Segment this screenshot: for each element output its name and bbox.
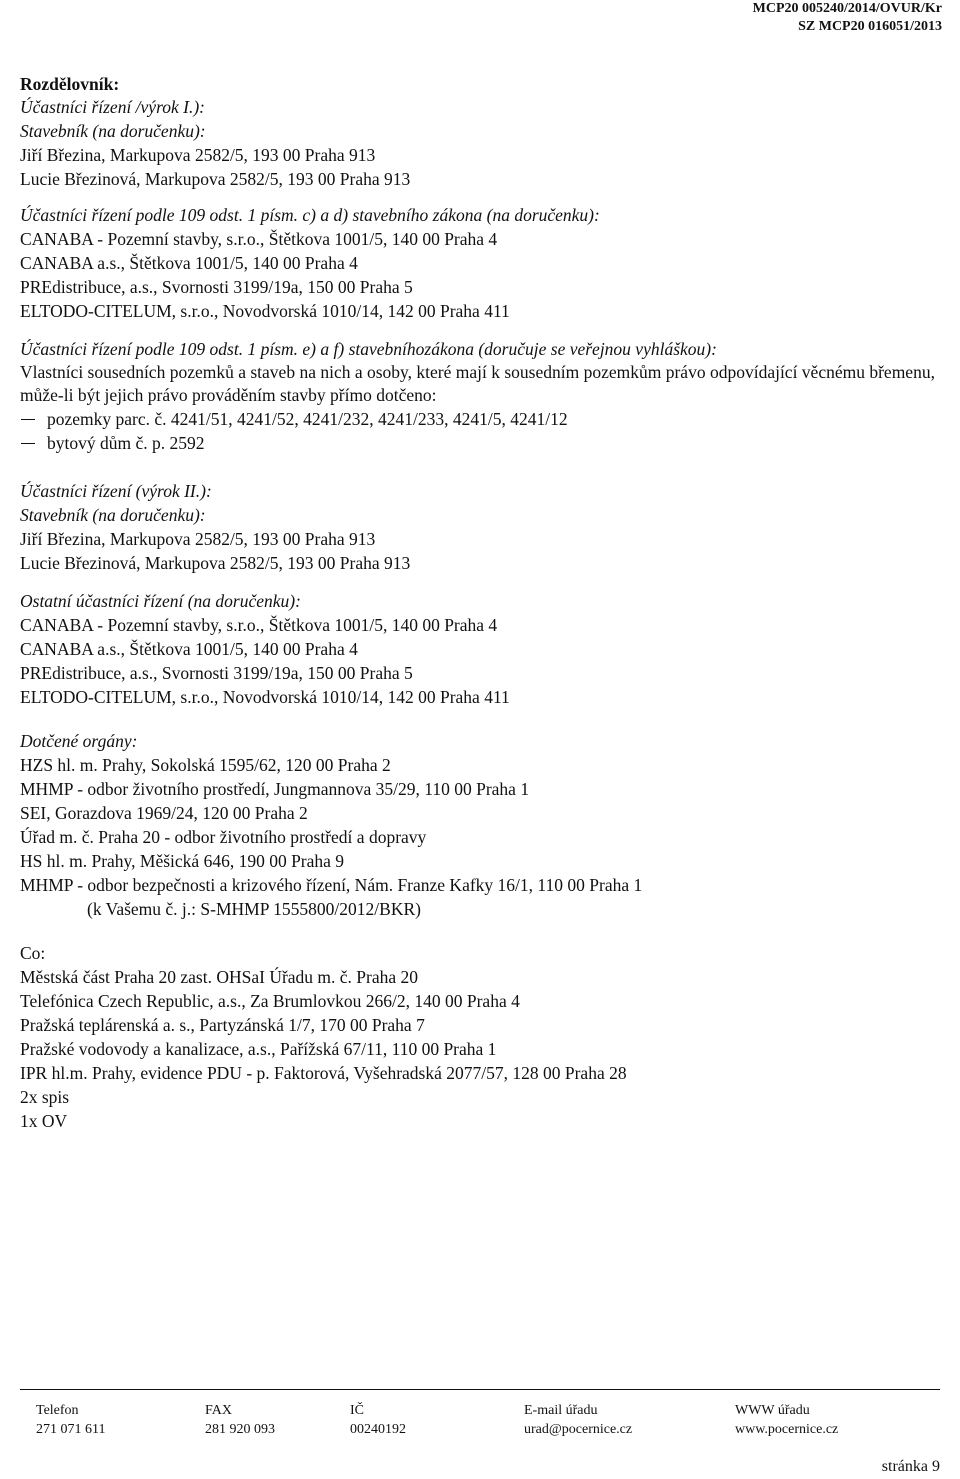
list-item: Jiří Březina, Markupova 2582/5, 193 00 Praha 913: [20, 145, 376, 165]
list-item: PREdistribuce, a.s., Svornosti 3199/19a, 150 00 Praha 5: [20, 663, 413, 683]
list-item: pozemky parc. č. 4241/51, 4241/52, 4241/232, 4241/233, 4241/5, 4241/12: [20, 407, 950, 431]
footer-email: [524, 1401, 632, 1439]
section-heading-other-participants: Ostatní účastníci řízení (na doručenku):: [20, 591, 301, 611]
footer-ic: [350, 1401, 406, 1439]
footer-divider: [20, 1389, 940, 1390]
footer-phone: [36, 1401, 105, 1439]
distribution-list: [20, 74, 950, 1133]
list-item: Městská část Praha 20 zast. OHSaI Úřadu m. č. Praha 20: [20, 967, 419, 987]
list-item: Jiří Březina, Markupova 2582/5, 193 00 Praha 913: [20, 529, 376, 549]
list-item: Úřad m. č. Praha 20 - odbor životního prostředí a dopravy: [20, 827, 427, 847]
list-item: HS hl. m. Prahy, Měšická 646, 190 00 Praha 9: [20, 851, 345, 871]
list-item: CANABA a.s., Štětkova 1001/5, 140 00 Praha 4: [20, 253, 358, 273]
reference-number-2: SZ MCP20 016051/2013: [798, 19, 942, 34]
footer-label: IČ: [350, 1403, 364, 1418]
footer-label: Telefon: [36, 1403, 79, 1418]
list-item: Telefónica Czech Republic, a.s., Za Brumlovkou 266/2, 140 00 Praha 4: [20, 991, 520, 1011]
footer-value: 281 920 093: [205, 1422, 275, 1437]
list-item: Pražské vodovody a kanalizace, a.s., Pařížská 67/11, 110 00 Praha 1: [20, 1039, 497, 1059]
section-heading-participants-i: Účastníci řízení /výrok I.):: [20, 97, 205, 117]
list-item: ELTODO-CITELUM, s.r.o., Novodvorská 1010/14, 142 00 Praha 411: [20, 301, 510, 321]
list-item: Pražská teplárenská a. s., Partyzánská 1/7, 170 00 Praha 7: [20, 1015, 425, 1035]
footer-label: E-mail úřadu: [524, 1403, 598, 1418]
section-heading-participants-ii: Účastníci řízení (výrok II.):: [20, 481, 212, 501]
builder-heading: Stavebník (na doručenku):: [20, 505, 206, 525]
section-heading-participants-ef: Účastníci řízení podle 109 odst. 1 písm. e) a f) stavebníhozákona (doručuje se veřejnou vyhláškou):: [20, 339, 717, 359]
document-reference: [753, 0, 942, 36]
footer-value: 00240192: [350, 1422, 406, 1437]
footer-fax: [205, 1401, 275, 1439]
list-item: bytový dům č. p. 2592: [20, 431, 950, 455]
page-number: stránka 9: [881, 1458, 940, 1475]
list-item: CANABA a.s., Štětkova 1001/5, 140 00 Praha 4: [20, 639, 358, 659]
list-item: CANABA - Pozemní stavby, s.r.o., Štětkova 1001/5, 140 00 Praha 4: [20, 229, 498, 249]
builder-heading: Stavebník (na doručenku):: [20, 121, 206, 141]
footer-label: WWW úřadu: [735, 1403, 810, 1418]
list-item: HZS hl. m. Prahy, Sokolská 1595/62, 120 00 Praha 2: [20, 755, 391, 775]
page-title: Rozdělovník:: [20, 74, 120, 94]
list-item: CANABA - Pozemní stavby, s.r.o., Štětkova 1001/5, 140 00 Praha 4: [20, 615, 498, 635]
section-heading-copies: Co:: [20, 943, 46, 963]
list-item: SEI, Gorazdova 1969/24, 120 00 Praha 2: [20, 803, 308, 823]
footer-value: 271 071 611: [36, 1422, 106, 1437]
section-heading-authorities: Dotčené orgány:: [20, 731, 138, 751]
reference-number-1: MCP20 005240/2014/OVUR/Kr: [752, 1, 942, 16]
section-heading-participants-cd: Účastníci řízení podle 109 odst. 1 písm. c) a d) stavebního zákona (na doručenku):: [20, 205, 600, 225]
list-item: Lucie Březinová, Markupova 2582/5, 193 00 Praha 913: [20, 553, 411, 573]
reference-note: (k Vašemu č. j.: S-MHMP 1555800/2012/BKR): [87, 899, 421, 919]
list-item: IPR hl.m. Prahy, evidence PDU - p. Faktorová, Vyšehradská 2077/57, 128 00 Praha 28: [20, 1063, 627, 1083]
footer-value: urad@pocernice.cz: [524, 1422, 633, 1437]
list-item: 1x OV: [20, 1111, 68, 1131]
list-item: MHMP - odbor životního prostředí, Jungmannova 35/29, 110 00 Praha 1: [20, 779, 530, 799]
list-item: MHMP - odbor bezpečnosti a krizového řízení, Nám. Franze Kafky 16/1, 110 00 Praha 1: [20, 875, 643, 895]
footer-value: www.pocernice.cz: [735, 1422, 839, 1437]
list-item: 2x spis: [20, 1087, 70, 1107]
neighbours-paragraph: Vlastníci sousedních pozemků a staveb na nich a osoby, které mají k sousedním pozemkům právo odpovídající věcnému břemenu, může-li být jejich právo prováděním stavby přímo dotčeno:: [20, 362, 935, 405]
footer-web: [735, 1401, 838, 1439]
footer-label: FAX: [205, 1403, 232, 1418]
list-item: PREdistribuce, a.s., Svornosti 3199/19a, 150 00 Praha 5: [20, 277, 413, 297]
list-item: ELTODO-CITELUM, s.r.o., Novodvorská 1010/14, 142 00 Praha 411: [20, 687, 510, 707]
list-item: Lucie Březinová, Markupova 2582/5, 193 00 Praha 913: [20, 169, 411, 189]
